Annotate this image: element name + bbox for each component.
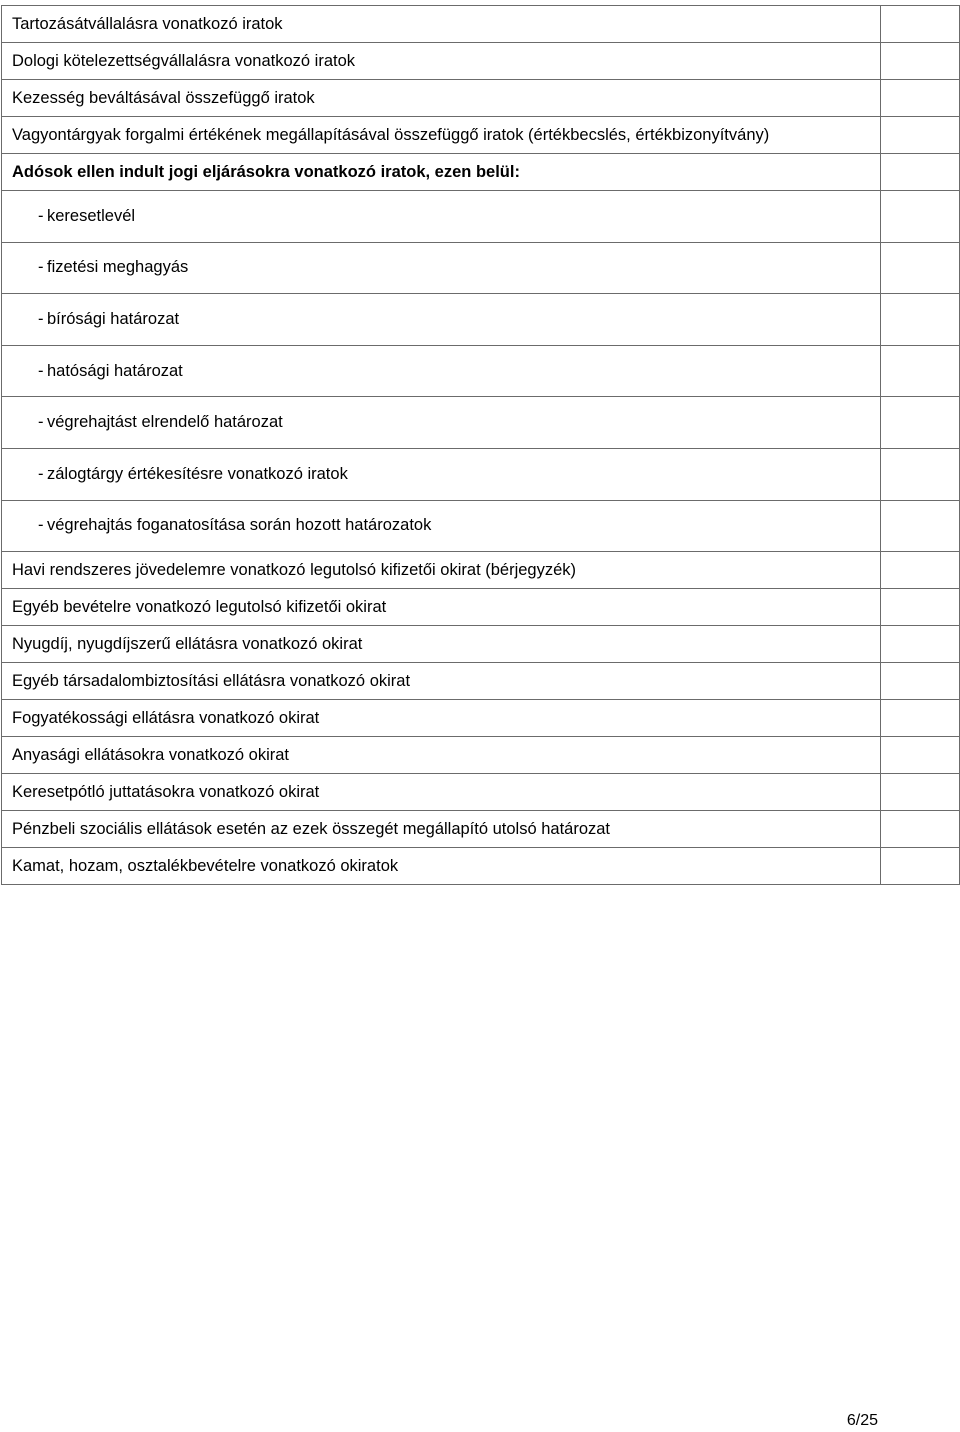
sub-row-label: bírósági határozat xyxy=(47,309,180,328)
list-dash: - xyxy=(38,464,44,483)
table-row xyxy=(2,552,960,589)
section-heading: Adósok ellen indult jogi eljárásokra vonatkozó iratok, ezen belül: xyxy=(12,162,520,181)
sub-row-label: keresetlevél xyxy=(47,206,136,225)
table-row xyxy=(2,737,960,774)
table-row xyxy=(2,848,960,885)
check-cell[interactable] xyxy=(881,448,960,500)
sub-row-cell xyxy=(2,345,881,397)
table-row xyxy=(2,811,960,848)
check-cell[interactable] xyxy=(881,242,960,294)
row-label: Kamat, hozam, osztalékbevételre vonatkozó okiratok xyxy=(2,848,881,885)
list-dash: - xyxy=(38,258,44,277)
row-label: Kezesség beváltásával összefüggő iratok xyxy=(2,80,881,117)
list-dash: - xyxy=(38,516,44,535)
row-label: Nyugdíj, nyugdíjszerű ellátásra vonatkozó okirat xyxy=(2,626,881,663)
row-label: Vagyontárgyak forgalmi értékének megállapításával összefüggő iratok (értékbecslés, értékbizonyítvány) xyxy=(2,117,881,154)
document-table xyxy=(1,5,960,885)
table-row xyxy=(2,242,960,294)
sub-row-cell xyxy=(2,191,881,243)
sub-row-label: végrehajtást elrendelő határozat xyxy=(47,413,283,432)
check-cell[interactable] xyxy=(881,811,960,848)
row-label: Anyasági ellátásokra vonatkozó okirat xyxy=(2,737,881,774)
sub-row-label: fizetési meghagyás xyxy=(47,258,189,277)
table-row xyxy=(2,191,960,243)
list-dash: - xyxy=(38,361,44,380)
table-row xyxy=(2,345,960,397)
check-cell[interactable] xyxy=(881,589,960,626)
table-row xyxy=(2,6,960,43)
row-label: Egyéb bevételre vonatkozó legutolsó kifizetői okirat xyxy=(2,589,881,626)
sub-row-cell xyxy=(2,448,881,500)
table-row xyxy=(2,626,960,663)
row-label: Fogyatékossági ellátásra vonatkozó okirat xyxy=(2,700,881,737)
table-row xyxy=(2,117,960,154)
check-cell[interactable] xyxy=(881,848,960,885)
check-cell[interactable] xyxy=(881,80,960,117)
check-cell[interactable] xyxy=(881,191,960,243)
check-cell[interactable] xyxy=(881,43,960,80)
check-cell[interactable] xyxy=(881,774,960,811)
page-number: 6/25 xyxy=(846,1412,878,1429)
check-cell[interactable] xyxy=(881,397,960,449)
check-cell[interactable] xyxy=(881,154,960,191)
row-label: Havi rendszeres jövedelemre vonatkozó legutolsó kifizetői okirat (bérjegyzék) xyxy=(2,552,881,589)
check-cell[interactable] xyxy=(881,663,960,700)
sub-row-cell xyxy=(2,242,881,294)
row-label: Pénzbeli szociális ellátások esetén az ezek összegét megállapító utolsó határozat xyxy=(2,811,881,848)
sub-row-cell xyxy=(2,500,881,552)
table-row xyxy=(2,43,960,80)
table-row xyxy=(2,700,960,737)
list-dash: - xyxy=(38,309,44,328)
check-cell[interactable] xyxy=(881,700,960,737)
table-row xyxy=(2,397,960,449)
row-label: Keresetpótló juttatásokra vonatkozó okirat xyxy=(2,774,881,811)
sub-row-cell xyxy=(2,294,881,346)
sub-row-cell xyxy=(2,397,881,449)
list-dash: - xyxy=(38,206,44,225)
check-cell[interactable] xyxy=(881,117,960,154)
table-row xyxy=(2,448,960,500)
sub-row-label: hatósági határozat xyxy=(47,361,183,380)
row-label: Dologi kötelezettségvállalásra vonatkozó iratok xyxy=(2,43,881,80)
table-row xyxy=(2,500,960,552)
table-row xyxy=(2,774,960,811)
check-cell[interactable] xyxy=(881,737,960,774)
check-cell[interactable] xyxy=(881,6,960,43)
sub-row-label: zálogtárgy értékesítésre vonatkozó iratok xyxy=(47,464,348,483)
table-row xyxy=(2,80,960,117)
table-row xyxy=(2,294,960,346)
table-row xyxy=(2,663,960,700)
section-heading-cell xyxy=(2,154,881,191)
table-row xyxy=(2,154,960,191)
list-dash: - xyxy=(38,413,44,432)
check-cell[interactable] xyxy=(881,294,960,346)
row-label: Tartozásátvállalásra vonatkozó iratok xyxy=(2,6,881,43)
check-cell[interactable] xyxy=(881,626,960,663)
check-cell[interactable] xyxy=(881,345,960,397)
check-cell[interactable] xyxy=(881,500,960,552)
check-cell[interactable] xyxy=(881,552,960,589)
table-row xyxy=(2,589,960,626)
sub-row-label: végrehajtás foganatosítása során hozott határozatok xyxy=(47,516,432,535)
row-label: Egyéb társadalombiztosítási ellátásra vonatkozó okirat xyxy=(2,663,881,700)
